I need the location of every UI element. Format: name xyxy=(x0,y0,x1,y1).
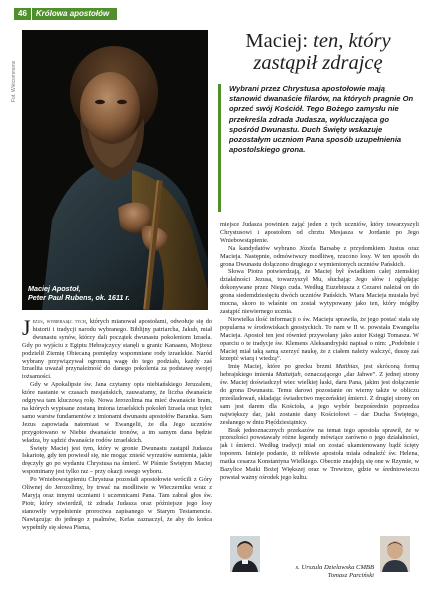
painting-image xyxy=(22,30,208,310)
photo-credit xyxy=(11,38,19,108)
painting-figure xyxy=(22,30,208,310)
paragraph: Na kandydatów wybrano Józefa Barsabę z przydomkiem Justus oraz Macieja. Następnie, odmówiwszy modlitwę, rzucono losy. W ten sposób do grona Dwunastu dołączono drugiego z wymienionych uczniów Pańskich. xyxy=(220,244,419,268)
author-photo xyxy=(380,536,410,572)
caption-line-1: Maciej Apostoł, xyxy=(28,284,81,293)
paragraph xyxy=(22,318,212,381)
author-name-1: s. Urszula Dzielawska CMBB xyxy=(295,564,374,571)
right-column xyxy=(220,221,419,533)
italic-term: Matthias xyxy=(335,363,358,371)
section-header xyxy=(14,8,117,20)
article-lead: Wybrani przez Chrystusa apostołowie mają stanowić dwanaście filarów, na których pragnie On oprzeć swój Kościół. Tego Bożego zamysłu nie przekreśla zdrada Judasza, wykluczająca go spośród Dwunastu. Duch Święty wskazuje pozostałym uczniom Pana sposób uzupełnienia apostolskiego grona. xyxy=(218,84,418,212)
paragraph: Gdy w Apokalipsie św. Jana czytamy opis niebiańskiego Jeruzalem, które nastanie w czasach mesjańskich, zauważamy, że liczba dwanaście odgrywa tam kluczową rolę. Nowa Jerozolima ma mieć dwanaście bram, na których wypisane zostaną imiona izraelskich pokoleń Izraela oraz tyleż samo warstw fundamentów z imionami dwunastu apostołów Baranka. Sam Jezus zapowiada natomiast w Ewangelii, że dla Jego uczniów przygotowano w Niebie dwanaście tronów, a im samym dana będzie władza, by sądzić dwanaście rodów izraelskich. xyxy=(22,381,212,444)
section-name: Królowa apostołów xyxy=(35,9,110,18)
opening-smallcaps: ezus, wybierając tych, xyxy=(32,318,88,325)
author-portrait-1 xyxy=(230,536,260,572)
italic-term: Mattatjah xyxy=(275,371,301,379)
author-name-2: Tomasz Parciński xyxy=(327,572,374,580)
author-photo xyxy=(230,536,260,572)
paragraph: Brak jednoznacznych przekazów na temat tego apostoła sprawił, że w przeszłości powstawały różne legendy mówiące zarówno o jego działalności, jak i śmierci. Według tradycji miał on zostać ukamienowany bądź ścięty toporem. Istnieje podanie, iż relikwie apostoła miała odnaleźć św. Helena, matka cesarza Konstantyna Wielkiego. Obecnie znajdują się one w Rzymie, w Bazylice Matki Bożej Większej oraz w Trewirze, gdzie w średniowieczu powstał ważny ośrodek jego kultu. xyxy=(220,426,419,481)
drop-cap: J xyxy=(22,318,31,340)
left-column xyxy=(22,318,212,588)
page-number: 46 xyxy=(14,8,32,20)
paragraph: miejsce Judasza powinien zająć jeden z tych uczniów, który towarzyszyli Chrystusowi i apostołom od chrztu Mesjasza w Jordanie po Jego Wniebowstąpienie. xyxy=(220,221,419,244)
paragraph: Niewielka ilość informacji o św. Macieju sprawiła, że jego postać stała się popularna w środowiskach gnostyckich. To nam w II w. powstała Ewangelia Macieja. Apostoł ten jest również przywołany jako autor Księgi Tomasza. W oparciu o te tradycje św. Klemens Aleksandryjski napisał o nim: „Podobnie i Maciej miał taką samą szerzyć naukę, że z ciałem należy walczyć, duszę zaś krzepić wiarą i wiedzą”. xyxy=(220,315,419,363)
author-portrait-2 xyxy=(380,536,410,572)
paragraph: Święty Maciej jest tym, który w gronie Dwunastu zastąpił Judasza Iskariotę, gdy ten powiesił się, nie mogąc znieść wyrzutów sumienia, jakie dręczyły go po wydaniu Chrystusa na śmierć. W Piśmie Świętym Maciej wspominany jest tylko raz – przy okazji swego wyboru. xyxy=(22,444,212,476)
photo-credit-text: Fot. Wikicommons xyxy=(11,60,17,102)
title-plain: Maciej: xyxy=(245,30,314,52)
caption-line-2: Peter Paul Rubens, ok. 1611 r. xyxy=(28,293,130,302)
paragraph-text: Imię Maciej, które po grecku brzmi xyxy=(228,363,336,371)
title-italic-1: ten, który xyxy=(313,30,391,52)
paragraph-text: , oznaczającego „dar Jahwe”. Z jednej strony św. Maciej doświadczył wiec wielkiej łaski, daru Pana, jakim jest dołączenie do grona Dwunastu. Temu darowi pozostanie on wierny także w obliczu prześladowań, składając świadectwo męczeńskiej śmierci. Z drugiej strony on sam jest darem dla Kościoła, a jego wybór bezpośrednio poprzedza największy dar, jaki zostanie dany Kościołowi – dar Ducha Świętego, zesłanego w dniu Pięćdziesiątnicy. xyxy=(220,371,419,426)
paragraph xyxy=(220,363,419,426)
author-names xyxy=(264,564,374,581)
paragraph: Słowa Piotra potwierdzają, że Maciej był świadkiem całej ziemskiej działalności Jezusa, towarzyszył Mu, słuchając Jego słów i oglądając dokonywane przez Niego cuda. Według Euzebiusza z Cezarei należał on do grona siedemdziesięciu dwóch uczniów Pańskich. Wiara Macieja musiała być mocna, skoro to właśnie on został wytypowany jako ten, który mógłby zastąpić niewiernego ucznia. xyxy=(220,268,419,315)
paragraph-text: których mianował apostołami, odwołuje się do historii i tradycji narodu wybranego. Biblijny patriarcha, Jakub, miał dwunastu synów, którzy dali początek dwunastu pokoleniom Izraela. Gdy po wyjściu z Egiptu Hebrajczycy stanęli u granic Kanaanu, Mojżesz podzielił Ziemię Obiecaną pomiędzy wspomniane rody izraelskie. Naród wybrany przywiązywał ogromną wagę do tego podziału, każdy zaś Izraelita uważał przynależność do danego pokolenia za podstawę swojej tożsamości. xyxy=(22,318,212,381)
article-title xyxy=(218,30,418,74)
author-block xyxy=(220,536,419,592)
paragraph: Po Wniebowstąpieniu Chrystusa pozostali apostołowie wrócili z Góry Oliwnej do Jerozolimy, by trwać na modlitwie w Wieczerniku wraz z Maryją oraz innymi uczniami i uczennicami Pana. Tam zabrał głos św. Piotr, który stwierdził, iż zdrada Judasza oraz późniejsze jego losy stanowiły wypełnienie proroctwa zapisanego w Starym Testamencie. Nawiązując do jednego z psalmów, Kefas zaznaczył, że aby do końca wypełniły się słowa Pisma, xyxy=(22,476,212,531)
paragraph-text: , jest skróconą formą hebrajskiego imienia xyxy=(220,363,419,379)
title-italic-2: zastąpił zdrajcę xyxy=(253,52,383,74)
figure-caption xyxy=(28,284,130,302)
